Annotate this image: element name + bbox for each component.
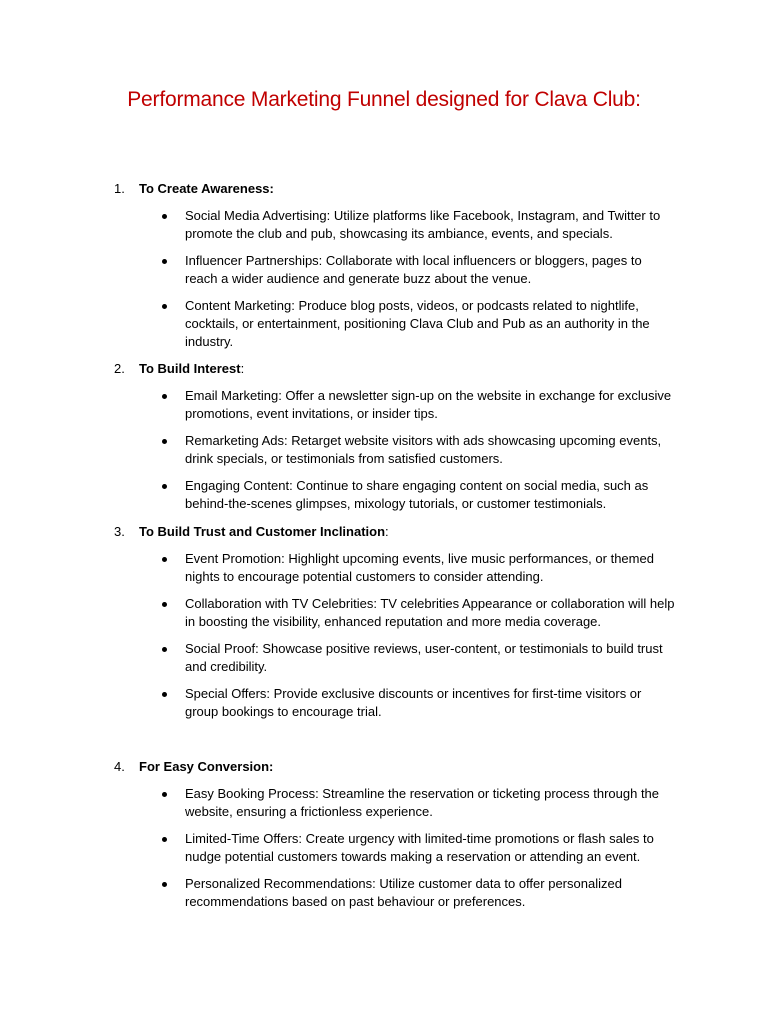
- bullet-list-awareness: [160, 207, 675, 360]
- bullet-list-trust: [160, 550, 675, 730]
- section-heading-interest: [114, 360, 244, 377]
- bullet-icon: [162, 882, 167, 887]
- section-title: To Create Awareness:: [139, 181, 274, 196]
- bullet-icon: [162, 484, 167, 489]
- bullet-icon: [162, 692, 167, 697]
- bullet-icon: [162, 837, 167, 842]
- list-item-text: Personalized Recommendations: Utilize customer data to offer personalized recommendations based on past behaviour or preferences.: [185, 876, 622, 909]
- bullet-icon: [162, 259, 167, 264]
- list-item: [160, 207, 675, 243]
- list-item: [160, 252, 675, 288]
- list-item-text: Content Marketing: Produce blog posts, videos, or podcasts related to nightlife, cocktails, or entertainment, positioning Clava Club and Pub as an authority in the industry.: [185, 298, 650, 349]
- page-title: Performance Marketing Funnel designed for Clava Club:: [127, 88, 641, 111]
- bullet-icon: [162, 602, 167, 607]
- list-item: [160, 640, 675, 676]
- section-title: To Build Trust and Customer Inclination: [139, 524, 386, 539]
- section-title-suffix: :: [385, 524, 389, 539]
- list-item: [160, 875, 675, 911]
- list-item: [160, 685, 675, 721]
- list-item-text: Collaboration with TV Celebrities: TV celebrities Appearance or collaboration will help in boosting the visibility, enhanced reputation and more media coverage.: [185, 596, 675, 629]
- section-heading-awareness: [114, 180, 274, 197]
- list-item-text: Engaging Content: Continue to share engaging content on social media, such as behind-the-scenes glimpses, mixology tutorials, or customer testimonials.: [185, 478, 649, 511]
- section-number: 1.: [114, 181, 125, 196]
- list-item: [160, 387, 675, 423]
- list-item-text: Influencer Partnerships: Collaborate with local influencers or bloggers, pages to reach a wider audience and generate buzz about the venue.: [185, 253, 642, 286]
- bullet-list-interest: [160, 387, 675, 522]
- list-item: [160, 550, 675, 586]
- bullet-icon: [162, 214, 167, 219]
- list-item-text: Email Marketing: Offer a newsletter sign-up on the website in exchange for exclusive promotions, event invitations, or insider tips.: [185, 388, 672, 421]
- list-item: [160, 477, 675, 513]
- section-title: For Easy Conversion:: [139, 759, 274, 774]
- section-title-suffix: :: [240, 361, 245, 376]
- list-item-text: Limited-Time Offers: Create urgency with limited-time promotions or flash sales to nudge potential customers towards making a reservation or attending an event.: [185, 831, 654, 864]
- bullet-list-conversion: [160, 785, 675, 920]
- list-item-text: Easy Booking Process: Streamline the reservation or ticketing process through the website, ensuring a frictionless experience.: [185, 786, 660, 819]
- list-item: [160, 785, 675, 821]
- bullet-icon: [162, 394, 167, 399]
- list-item: [160, 830, 675, 866]
- list-item-text: Social Media Advertising: Utilize platforms like Facebook, Instagram, and Twitter to promote the club and pub, showcasing its ambiance, events, and specials.: [185, 208, 661, 241]
- list-item: [160, 297, 675, 351]
- section-heading-conversion: [114, 758, 273, 775]
- list-item-text: Special Offers: Provide exclusive discounts or incentives for first-time visitors or group bookings to encourage trial.: [185, 686, 642, 719]
- list-item-text: Social Proof: Showcase positive reviews, user-content, or testimonials to build trust and credibility.: [185, 641, 663, 674]
- section-number: 3.: [114, 524, 125, 539]
- bullet-icon: [162, 557, 167, 562]
- list-item: [160, 595, 675, 631]
- section-number: 4.: [114, 759, 125, 774]
- bullet-icon: [162, 792, 167, 797]
- bullet-icon: [162, 647, 167, 652]
- section-title: To Build Interest: [139, 361, 241, 376]
- section-heading-trust: [114, 523, 389, 540]
- list-item-text: Remarketing Ads: Retarget website visitors with ads showcasing upcoming events, drink specials, or testimonials from satisfied customers.: [185, 433, 662, 466]
- list-item-text: Event Promotion: Highlight upcoming events, live music performances, or themed nights to encourage potential customers to consider attending.: [185, 551, 654, 584]
- bullet-icon: [162, 439, 167, 444]
- bullet-icon: [162, 304, 167, 309]
- list-item: [160, 432, 675, 468]
- section-number: 2.: [114, 361, 125, 376]
